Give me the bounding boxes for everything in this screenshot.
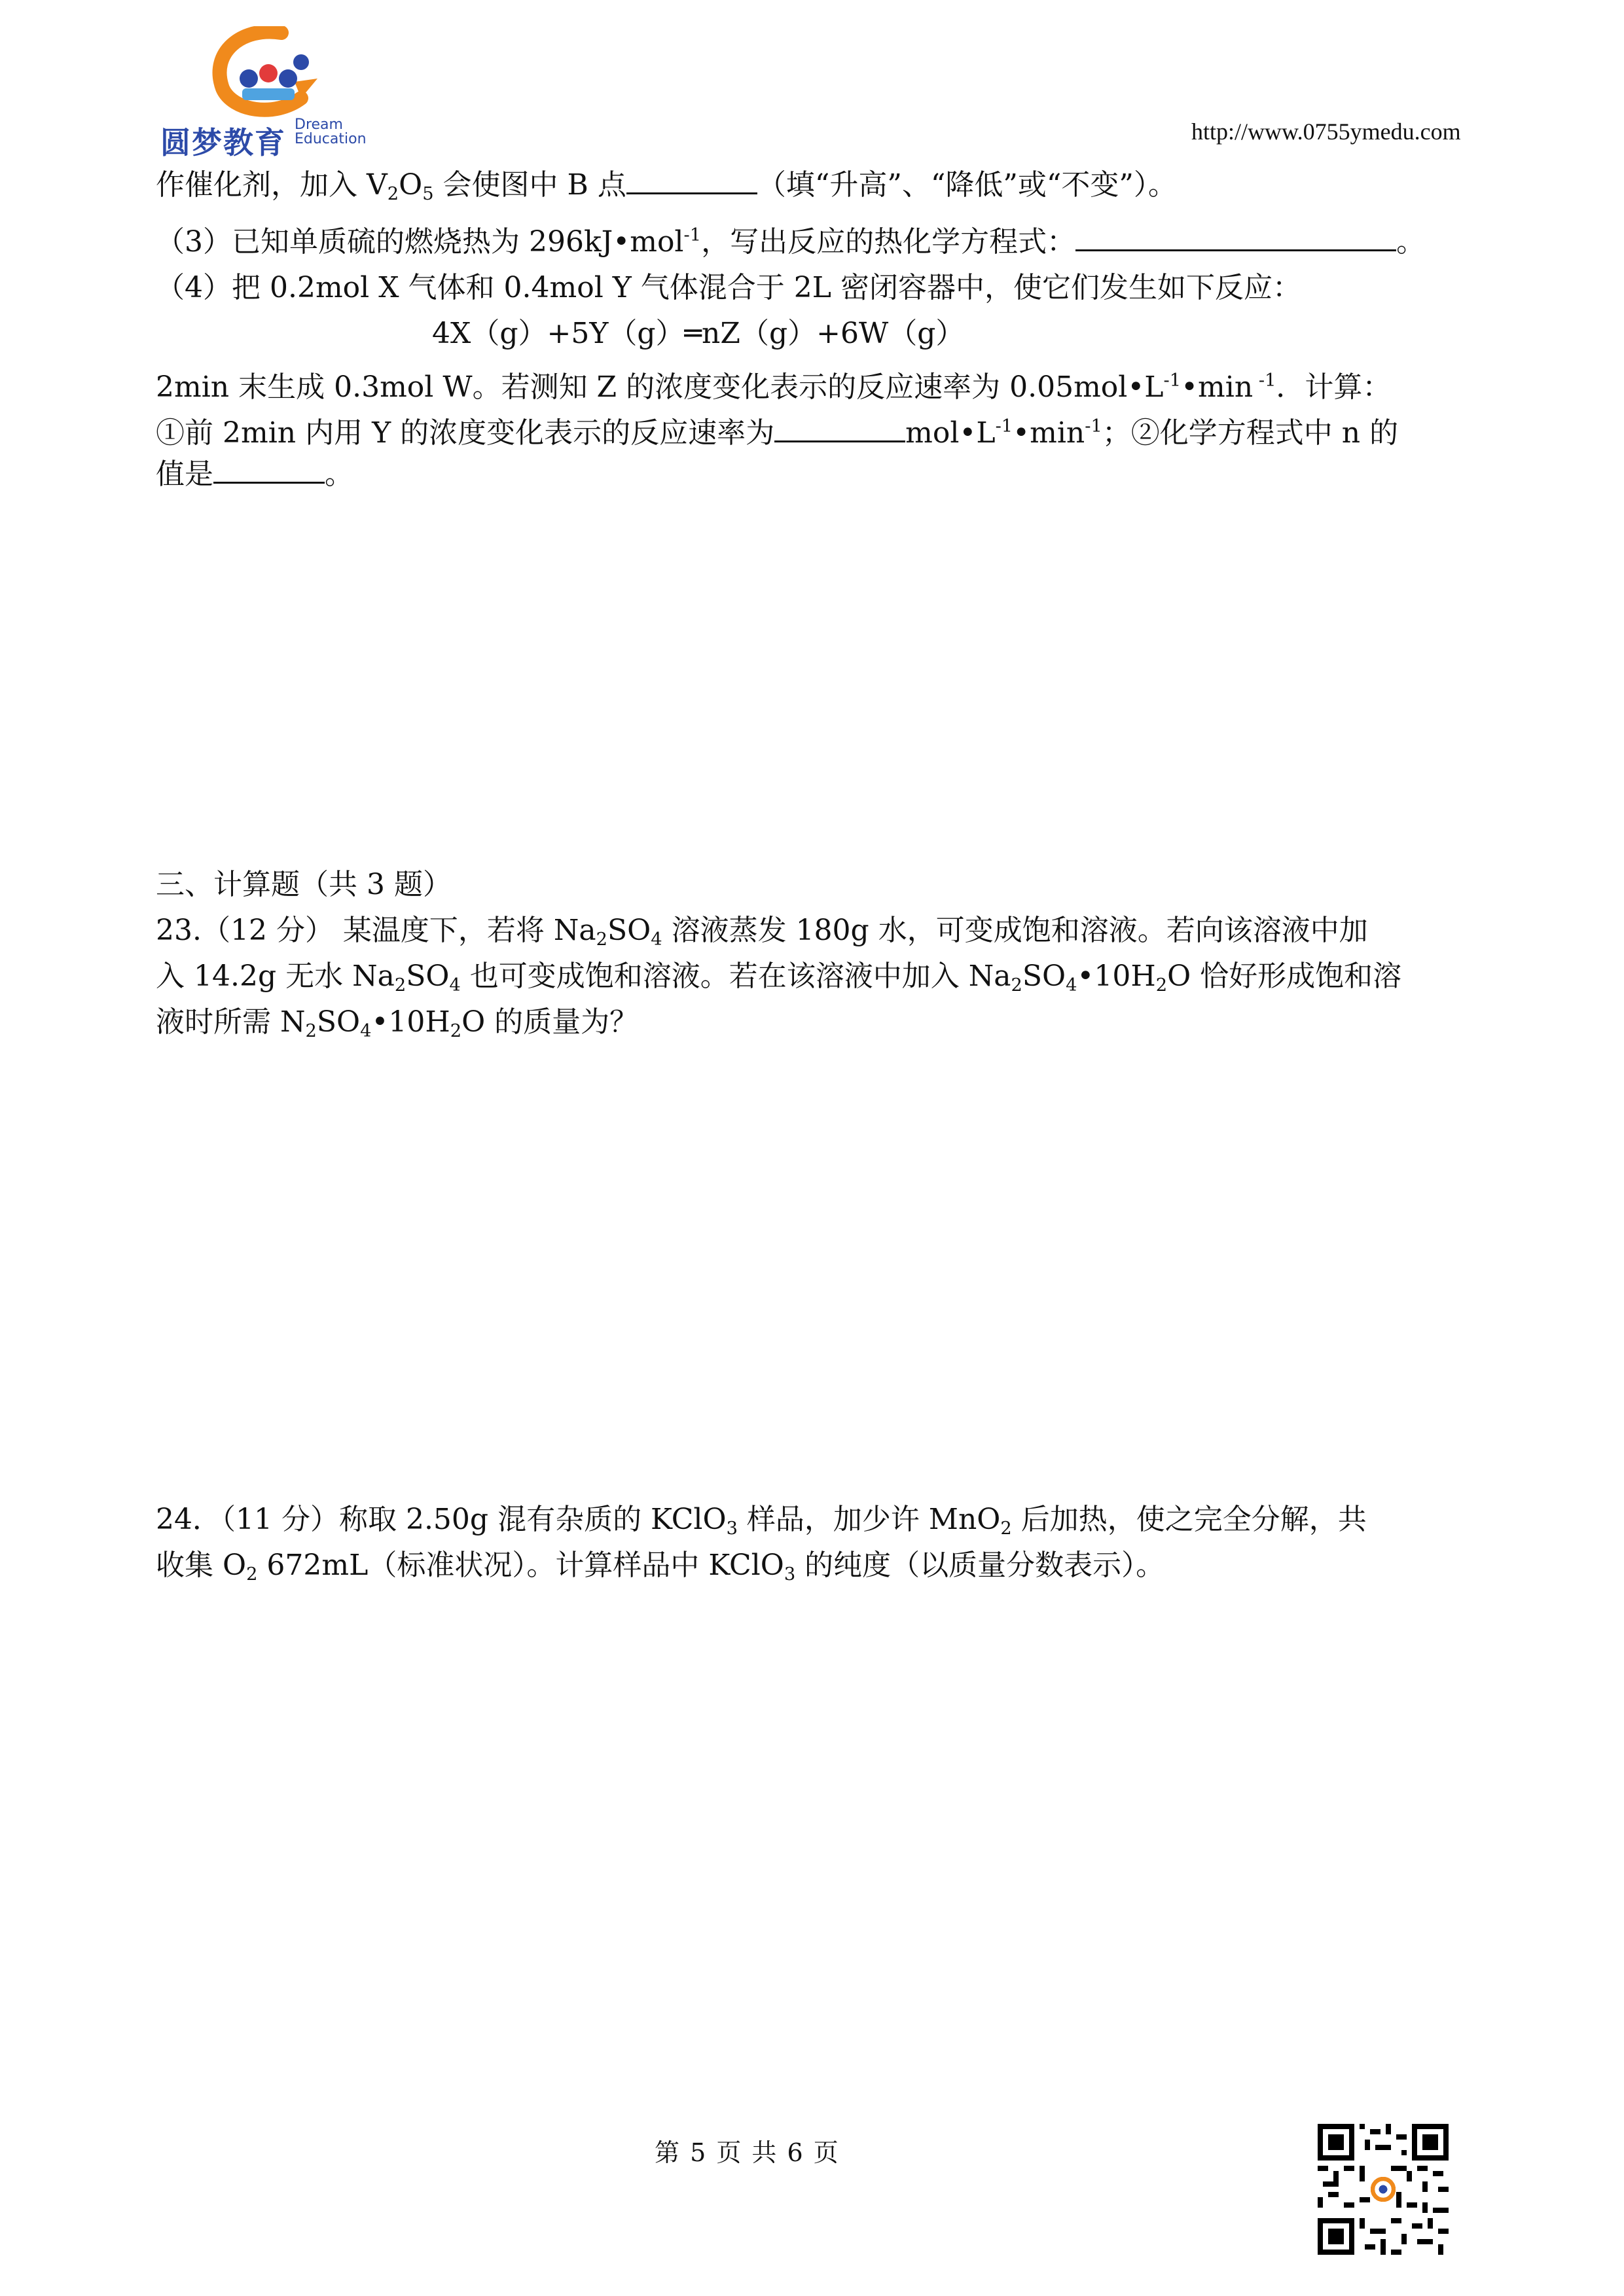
page-number: 第 5 页 共 6 页 [655,2138,840,2167]
logo-cn-text: 圆梦教育 [160,125,286,160]
reaction-equation: 4X（g）+5Y（g）═nZ（g）+6W（g） [432,317,965,350]
q22-part3: （3）已知单质硫的燃烧热为 296kJ•mol$^{-1}$，写出反应的热化学方程式： 。 [156,216,1425,262]
q24-line2: 收集 $O_2$ 672mL（标准状况）。计算样品中 KClO$_3$ 的纯度（以质量分数表示）。 [156,1549,1165,1585]
header-url: http://www.0755ymedu.com [1191,118,1461,145]
answer-blank[interactable] [213,453,325,484]
logo-en-text-2: Education [295,131,367,147]
q23-line1: 23.（12 分） 某温度下，若将 $Na_2SO_4$ 溶液蒸发 180g 水，可变成饱和溶液。若向该溶液中加 [156,914,1368,950]
q22-line-catalyst: 作催化剂，加入 $V_2O_5$ 会使图中 B 点 （填“升高”、“降低”或“不变”）。 [156,164,1177,214]
q24-line1: 24．（11 分）称取 2.50g 混有杂质的 KClO$_3$ 样品，加少许 MnO$_2$ 后加热，使之完全分解，共 [156,1503,1367,1539]
logo-emblem-icon [203,26,334,124]
q23-line2: 入 14.2g 无水 $Na_2SO_4$ 也可变成饱和溶液。若在该溶液中加入 $Na_2SO_4•10H_2O$ 恰好形成饱和溶 [156,960,1402,996]
logo-en-text-1: Dream [295,117,343,133]
q22-part4-line2: 2min 末生成 0.3mol W。若测知 Z 的浓度变化表示的反应速率为 $0.05mol•L^{-1}•\min$ $^{-1}$．计算： [156,370,1392,404]
q22-part4-line3: ①前 2min 内用 Y 的浓度变化表示的反应速率为 $mol•L^{-1}•\min^{-1}$；②化学方程式中 n 的 [156,407,1398,453]
q22-part4: （4）把 0.2mol X 气体和 0.4mol Y 气体混合于 2L 密闭容器中，使它们发生如下反应： [156,271,1301,304]
q23-line3: 液时所需 $N_2SO_4•10H_2O$ 的质量为？ [156,1005,639,1041]
qr-code-icon [1318,2124,1449,2255]
answer-blank[interactable] [774,412,905,442]
logo [157,26,373,160]
q22-part4-line4: 值是 。 [156,453,353,494]
answer-blank[interactable] [626,164,757,194]
answer-blank[interactable] [1075,221,1396,251]
section-title: 三、计算题（共 3 题） [156,868,452,901]
